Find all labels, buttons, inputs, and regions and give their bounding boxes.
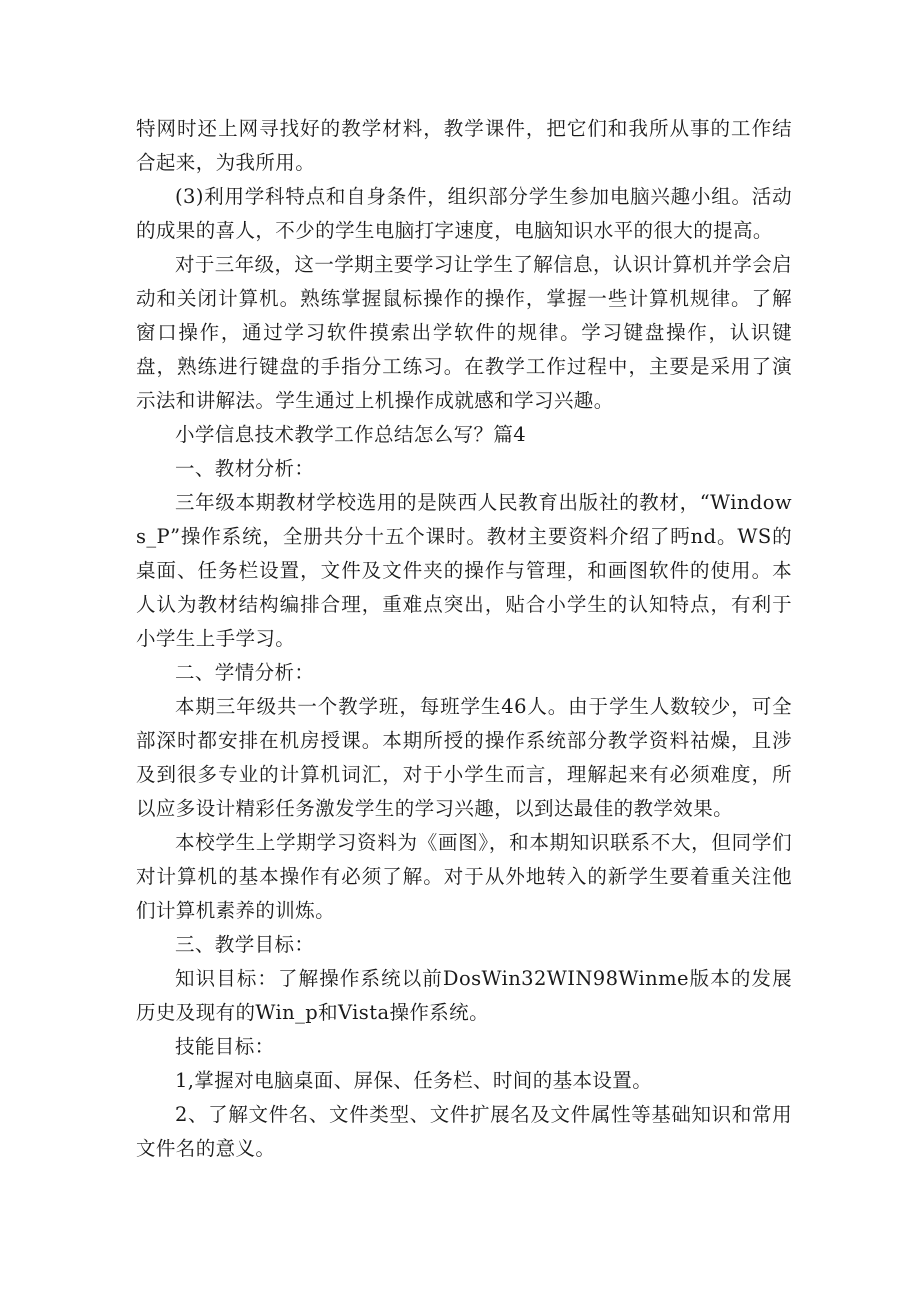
paragraph-grade-three: 对于三年级，这一学期主要学习让学生了解信息，认识计算机并学会启动和关闭计算机。熟练掌握鼠标操作的操作，掌握一些计算机规律。了解窗口操作，通过学习软件摸索出学软件的规律。学习键盘操作，认识键盘，熟练进行键盘的手指分工练习。在教学工作过程中，主要是采用了演示法和讲解法。学生通过上机操作成就感和学习兴趣。 xyxy=(136,253,792,412)
heading-teaching-goals: 三、教学目标： xyxy=(175,933,315,956)
paragraph-interest-group: (3)利用学科特点和自身条件，组织部分学生参加电脑兴趣小组。活动的成果的喜人，不少的学生电脑打字速度，电脑知识水平的很大的提高。 xyxy=(136,185,792,242)
paragraph-continuation: 特网时还上网寻找好的教学材料，教学课件，把它们和我所从事的工作结合起来，为我所用。 xyxy=(136,117,792,174)
list-item-skill-1: 1,掌握对电脑桌面、屏保、任务栏、时间的基本设置。 xyxy=(175,1069,653,1092)
list-item-skill-2: 2、了解文件名、文件类型、文件扩展名及文件属性等基础知识和常用文件名的意义。 xyxy=(136,1103,792,1160)
section-title-part4: 小学信息技术教学工作总结怎么写？篇4 xyxy=(175,423,527,446)
paragraph-knowledge-goals: 知识目标：了解操作系统以前DosWin32WIN98Winme版本的发展历史及现有的Win_p和Vista操作系统。 xyxy=(136,967,792,1024)
paragraph-textbook-analysis: 三年级本期教材学校选用的是陕西人民教育出版社的教材，“Windows_P”操作系统，全册共分十五个课时。教材主要资料介绍了眄nd。WS的桌面、任务栏设置，文件及文件夹的操作与管理，和画图软件的使用。本人认为教材结构编排合理，重难点突出，贴合小学生的认知特点，有利于小学生上手学习。 xyxy=(136,491,792,650)
heading-skill-goals: 技能目标： xyxy=(175,1035,275,1058)
heading-textbook-analysis: 一、教材分析： xyxy=(175,457,315,480)
paragraph-student-analysis: 本期三年级共一个教学班，每班学生46人。由于学生人数较少，可全部深时都安排在机房授课。本期所授的操作系统部分教学资料祜燥，且涉及到很多专业的计算机词汇，对于小学生而言，理解起来有必须难度，所以应多设计精彩任务激发学生的学习兴趣，以到达最佳的教学效果。 xyxy=(136,695,792,820)
document-body xyxy=(136,112,792,1166)
paragraph-previous-term: 本校学生上学期学习资料为《画图》，和本期知识联系不大，但同学们对计算机的基本操作有必须了解。对于从外地转入的新学生要着重关注他们计算机素养的训炼。 xyxy=(136,831,792,922)
heading-student-analysis: 二、学情分析： xyxy=(175,661,315,684)
